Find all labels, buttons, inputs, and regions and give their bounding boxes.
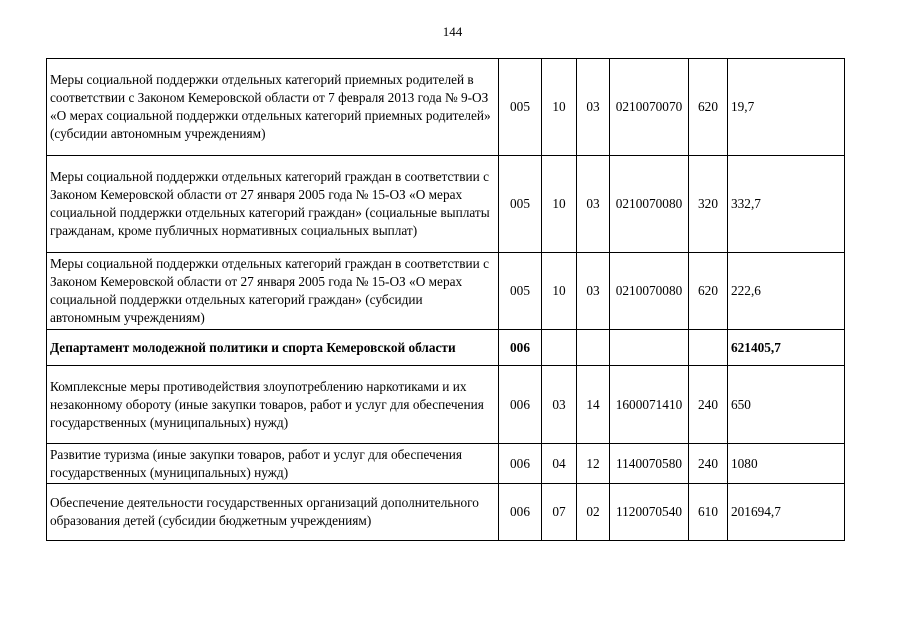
amount-value: 650 <box>728 366 845 444</box>
section-code: 04 <box>542 444 577 484</box>
subsection-code: 02 <box>577 484 610 541</box>
subsection-code: 12 <box>577 444 610 484</box>
ministry-code: 005 <box>499 253 542 330</box>
table-row-department <box>47 330 845 366</box>
subsection-code: 03 <box>577 253 610 330</box>
amount-value: 222,6 <box>728 253 845 330</box>
table-row <box>47 366 845 444</box>
row-description: Меры социальной поддержки отдельных категорий граждан в соответствии с Законом Кемеровской области от 27 января 2005 года № 15-ОЗ «О мерах социальной поддержки отдельных категорий граждан» (субсидии автономным учреждениям) <box>47 253 499 330</box>
expense-type-code: 610 <box>689 484 728 541</box>
expense-type-code: 240 <box>689 366 728 444</box>
section-code <box>542 330 577 366</box>
row-description: Меры социальной поддержки отдельных категорий приемных родителей в соответствии с Законом Кемеровской области от 7 февраля 2013 года № 9-ОЗ «О мерах социальной поддержки отдельных категорий приемных родителей» (субсидии автономным учреждениям) <box>47 59 499 156</box>
amount-value: 332,7 <box>728 156 845 253</box>
ministry-code: 006 <box>499 366 542 444</box>
row-description: Развитие туризма (иные закупки товаров, работ и услуг для обеспечения государственных (муниципальных) нужд) <box>47 444 499 484</box>
amount-value: 1080 <box>728 444 845 484</box>
target-code: 0210070070 <box>610 59 689 156</box>
ministry-code: 006 <box>499 484 542 541</box>
subsection-code: 03 <box>577 156 610 253</box>
section-code: 10 <box>542 156 577 253</box>
table-row <box>47 156 845 253</box>
row-description: Комплексные меры противодействия злоупотреблению наркотиками и их незаконному обороту (иные закупки товаров, работ и услуг для обеспечения государственных (муниципальных) нужд) <box>47 366 499 444</box>
ministry-code: 006 <box>499 330 542 366</box>
subsection-code <box>577 330 610 366</box>
target-code: 1140070580 <box>610 444 689 484</box>
department-title: Департамент молодежной политики и спорта Кемеровской области <box>47 330 499 366</box>
expense-type-code <box>689 330 728 366</box>
expense-type-code: 620 <box>689 253 728 330</box>
section-code: 10 <box>542 253 577 330</box>
target-code: 0210070080 <box>610 253 689 330</box>
table-row <box>47 444 845 484</box>
expense-type-code: 620 <box>689 59 728 156</box>
row-description: Обеспечение деятельности государственных организаций дополнительного образования детей (субсидии бюджетным учреждениям) <box>47 484 499 541</box>
subsection-code: 03 <box>577 59 610 156</box>
section-code: 03 <box>542 366 577 444</box>
target-code: 1600071410 <box>610 366 689 444</box>
row-description: Меры социальной поддержки отдельных категорий граждан в соответствии с Законом Кемеровской области от 27 января 2005 года № 15-ОЗ «О мерах социальной поддержки отдельных категорий граждан» (социальные выплаты гражданам, кроме публичных нормативных социальных выплат) <box>47 156 499 253</box>
ministry-code: 005 <box>499 156 542 253</box>
table-row <box>47 59 845 156</box>
target-code <box>610 330 689 366</box>
budget-table <box>46 58 845 541</box>
section-code: 07 <box>542 484 577 541</box>
table-row <box>47 484 845 541</box>
page-number: 144 <box>442 24 463 39</box>
subsection-code: 14 <box>577 366 610 444</box>
table-row <box>47 253 845 330</box>
expense-type-code: 320 <box>689 156 728 253</box>
ministry-code: 006 <box>499 444 542 484</box>
expense-type-code: 240 <box>689 444 728 484</box>
amount-value: 201694,7 <box>728 484 845 541</box>
target-code: 0210070080 <box>610 156 689 253</box>
ministry-code: 005 <box>499 59 542 156</box>
department-total: 621405,7 <box>728 330 845 366</box>
target-code: 1120070540 <box>610 484 689 541</box>
amount-value: 19,7 <box>728 59 845 156</box>
section-code: 10 <box>542 59 577 156</box>
